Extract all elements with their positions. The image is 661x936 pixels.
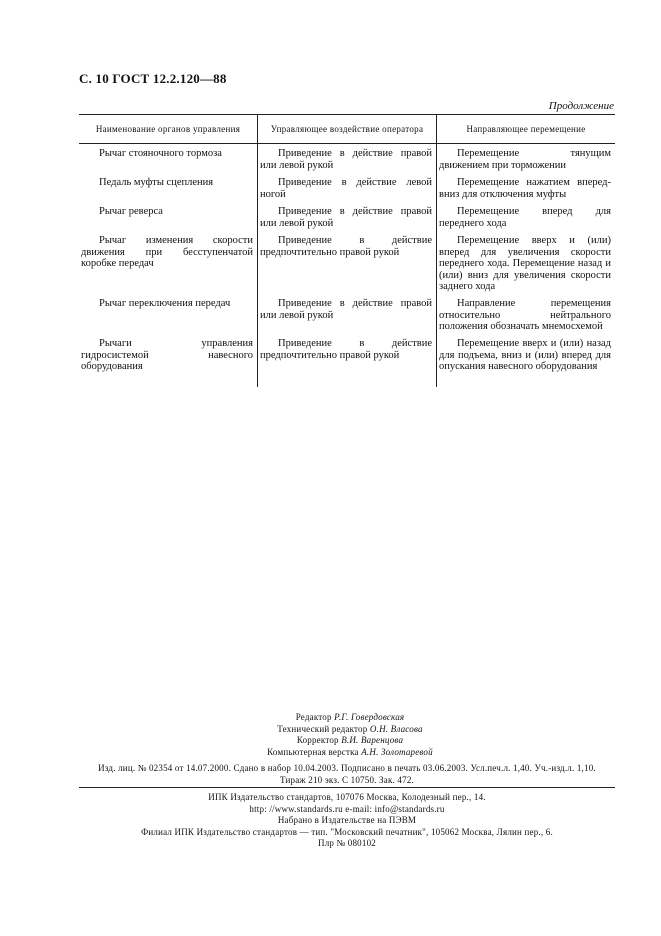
controls-table: [79, 114, 615, 387]
tech-editor-label: Технический редактор: [277, 723, 368, 734]
table-header: [79, 115, 615, 144]
layout-line: [200, 747, 500, 759]
editor-line: [200, 712, 500, 724]
publisher-line: Плр № 080102: [318, 838, 376, 848]
cell-movement: Перемещение нажатием вперед-вниз для отключения муфты: [439, 177, 611, 200]
cell-control: Рычаг реверса: [99, 206, 163, 217]
publisher-line: http: //www.standards.ru e-mail: info@standards.ru: [249, 803, 445, 814]
cell-control: Рычаг изменения скорости движения при бесступенчатой коробке передач: [81, 235, 253, 270]
cell-movement: Перемещение вперед для переднего хода: [439, 206, 611, 229]
cell-control: Рычаг переключения передач: [99, 298, 231, 309]
cell-action: Приведение в действие левой ногой: [260, 177, 432, 200]
cell-action: Приведение в действие правой или левой рукой: [260, 206, 432, 229]
column-header-control: Наименование органов управления: [95, 124, 241, 134]
column-header-movement: Направляющее перемещение: [466, 124, 586, 134]
cell-action: Приведение в действие правой или левой рукой: [260, 148, 432, 171]
editor-label: Редактор: [295, 712, 332, 722]
publisher-line: Набрано в Издательстве на ПЭВМ: [277, 815, 417, 825]
editor-name: Р.Г. Говердовская: [334, 712, 405, 722]
publisher-line: ИПК Издательство стандартов, 107076 Москва, Колодезный пер., 14.: [208, 792, 486, 802]
cell-action: Приведение в действие правой или левой рукой: [260, 298, 432, 321]
corrector-label: Корректор: [296, 735, 339, 745]
layout-label: Компьютерная верстка: [267, 746, 359, 757]
cell-movement: Перемещение тянущим движением при торможении: [439, 148, 611, 171]
continuation-label: Продолжение: [548, 100, 614, 112]
publisher-line: Филиал ИПК Издательство стандартов — тип. "Московский печатник", 105062 Москва, Лялин пер., 6.: [141, 826, 553, 837]
cell-control: Рычаги управления гидросистемой навесного оборудования: [81, 338, 253, 373]
layout-name: А.Н. Золотаревой: [361, 746, 433, 757]
cell-action: Приведение в действие предпочтительно правой рукой: [260, 338, 432, 361]
cell-control: Рычаг стояночного тормоза: [99, 148, 222, 159]
imprint-line: Тираж 210 экз. С 10750. Зак. 472.: [280, 774, 414, 785]
corrector-line: [200, 735, 500, 747]
tech-editor-name: О.Н. Власова: [369, 723, 423, 734]
cell-control: Педаль муфты сцепления: [99, 177, 214, 188]
cell-movement: Перемещение вверх и (или) назад для подъема, вниз и (или) вперед для опускания навесного оборудования: [439, 338, 611, 373]
column-divider: [257, 115, 258, 387]
column-divider: [436, 115, 437, 387]
column-header-action: Управляющее воздействие оператора: [270, 124, 424, 134]
tech-editor-line: [200, 724, 500, 736]
cell-action: Приведение в действие предпочтительно правой рукой: [260, 235, 432, 258]
imprint-block: [79, 763, 615, 786]
divider: [79, 787, 615, 788]
imprint-line: Изд. лиц. № 02354 от 14.07.2000. Сдано в набор 10.04.2003. Подписано в печать 03.06.2003. Усл.печ.л. 1,40. Уч.-изд.л. 1,10.: [98, 763, 596, 773]
cell-movement: Перемещение вверх и (или) вперед для увеличения скорости переднего хода. Перемещение назад и (или) вниз для увеличения скорости заднего хода: [439, 235, 611, 293]
page-header: С. 10 ГОСТ 12.2.120—88: [79, 71, 227, 86]
corrector-name: В.И. Варенцова: [341, 735, 404, 745]
cell-movement: Направление перемещения относительно нейтрального положения обозначать мнемосхемой: [439, 298, 611, 333]
publisher-block: [79, 792, 615, 850]
credits-block: [200, 712, 500, 758]
